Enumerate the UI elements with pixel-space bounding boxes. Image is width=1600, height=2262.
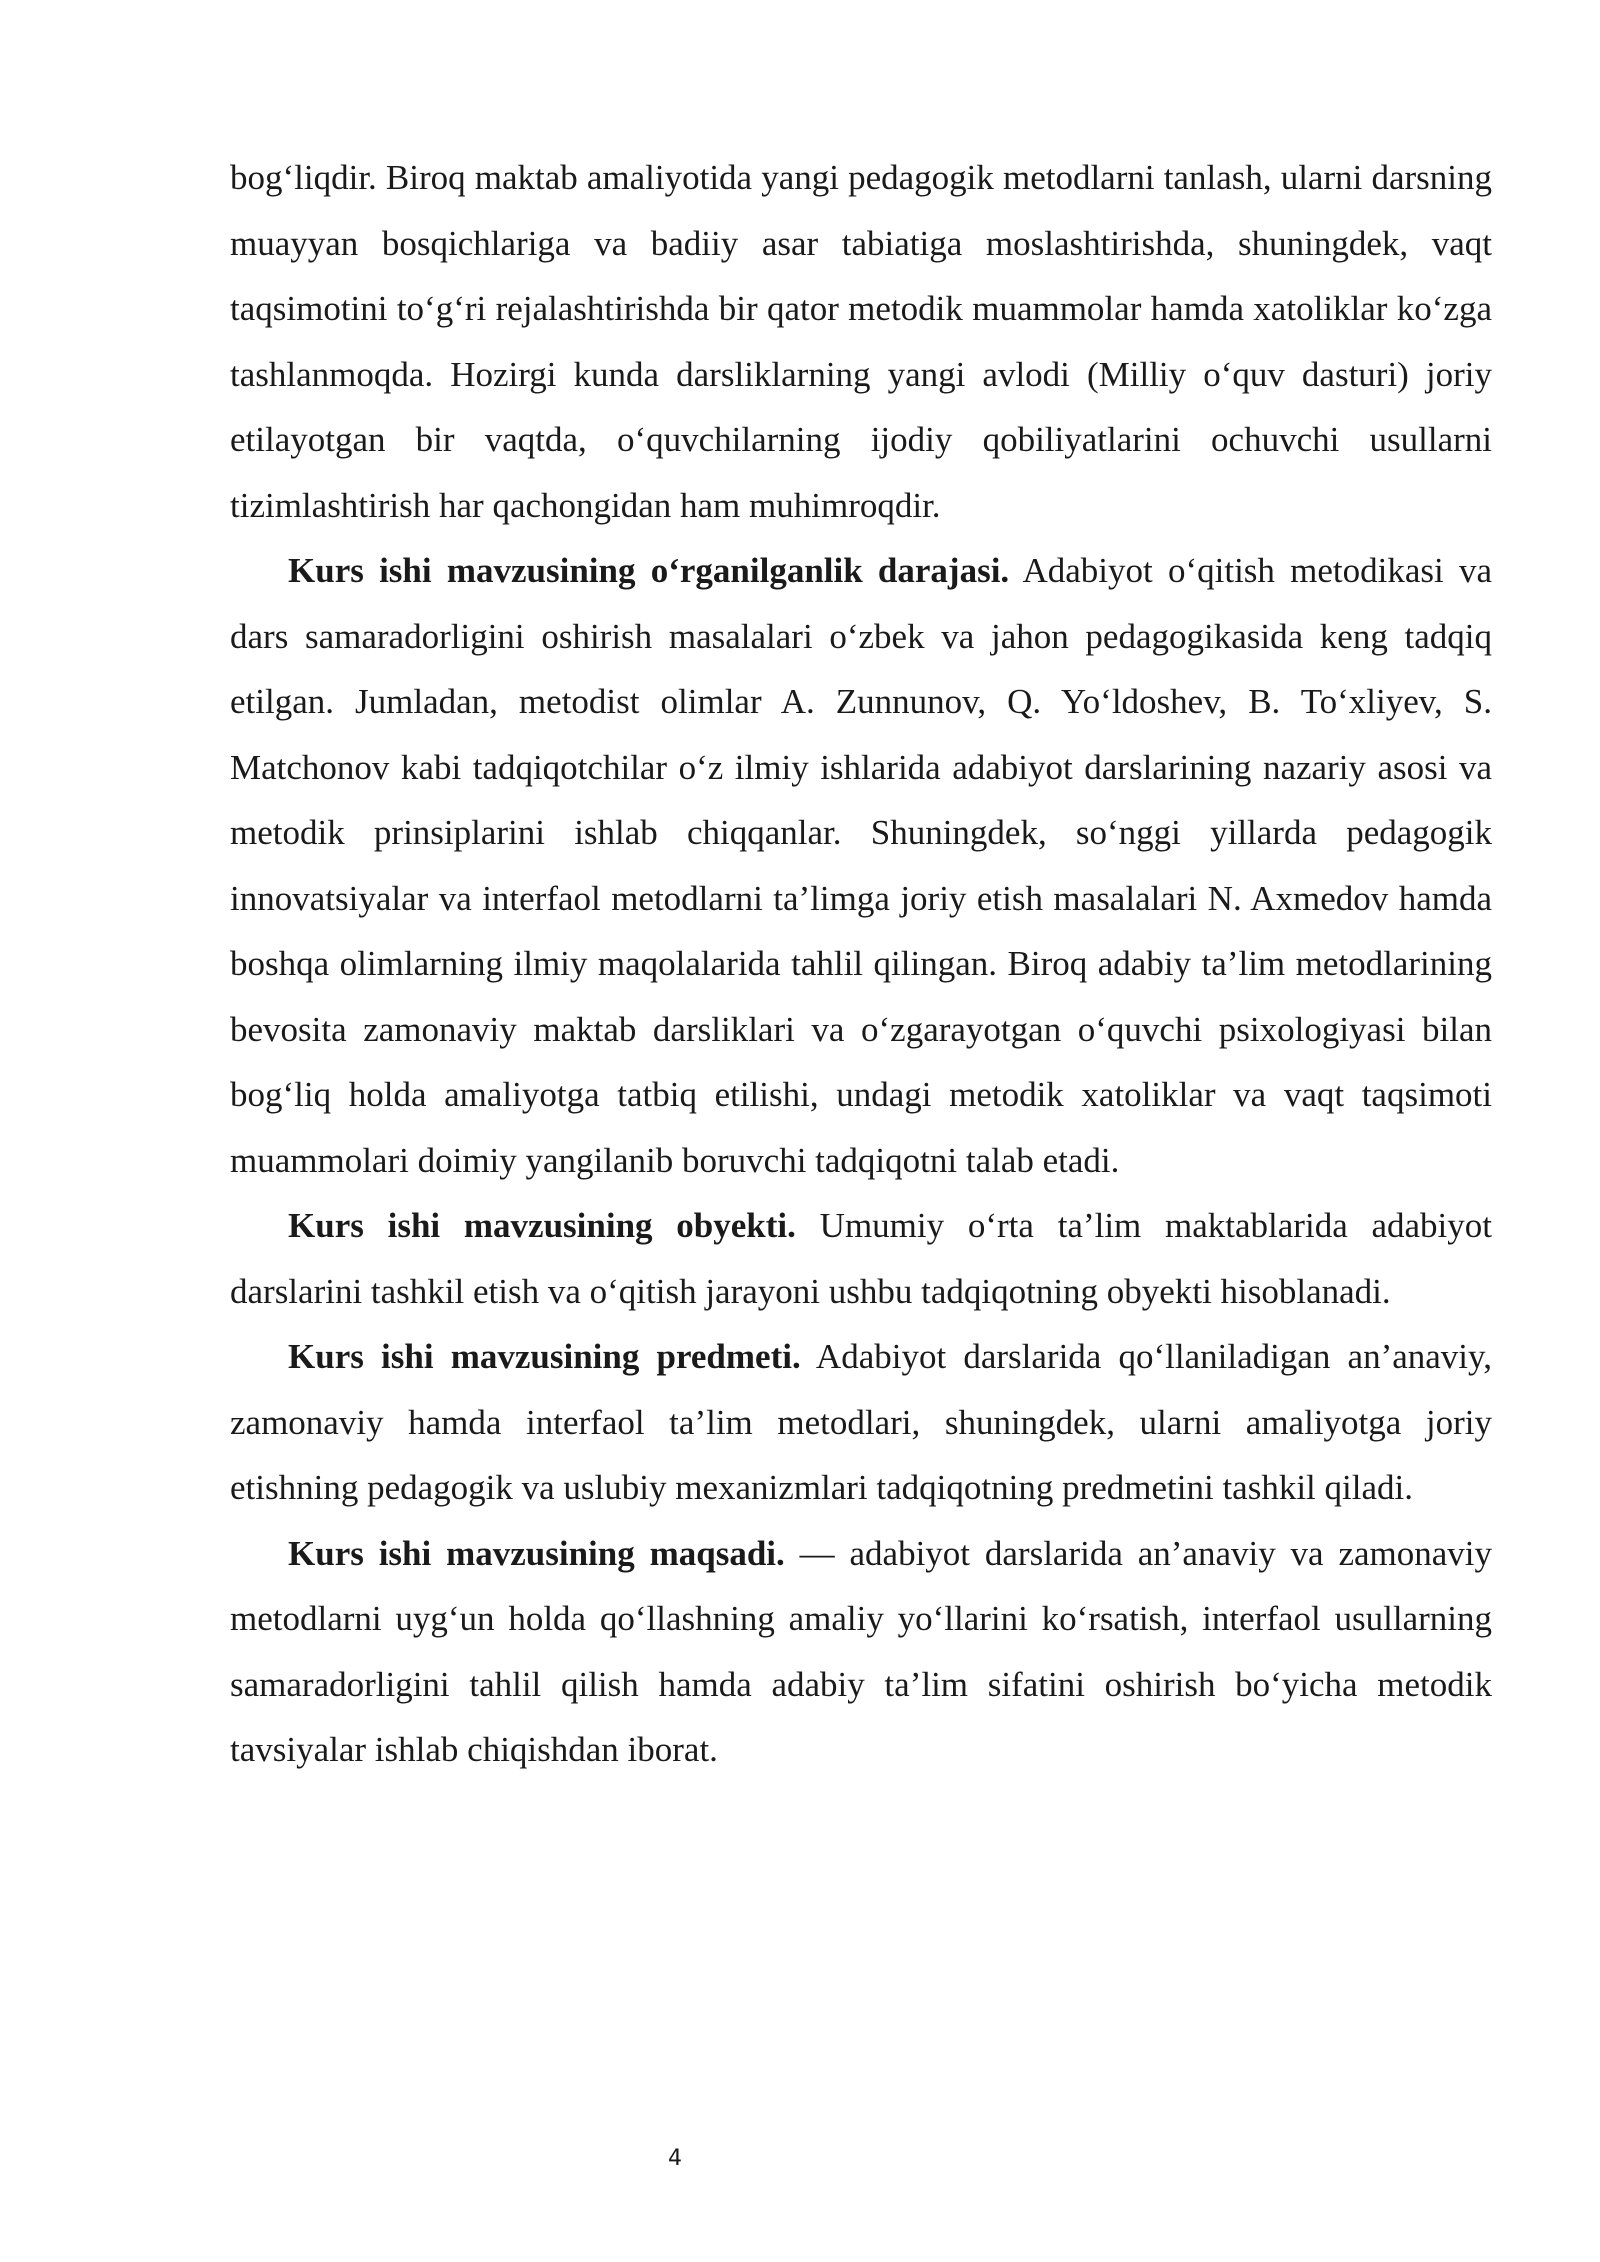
paragraph-text: bog‘liqdir. Biroq maktab amaliyotida yangi pedagogik metodlarni tanlash, ularni darsning muayyan bosqichlariga va badiiy asar tabiatiga moslashtirishda, shuningdek, vaqt taqsimotini to‘g‘ri rejalashtirishda bir qator metodik muammolar hamda xatoliklar ko‘zga tashlanmoqda. Hozirgi kunda darsliklarning yangi avlodi (Milliy o‘quv dasturi) joriy etilayotgan bir vaqtda, o‘quvchilarning ijodiy qobiliyatlarini ochuvchi usullarni tizimlashtirish har qachongidan ham muhimroqdir. bbox=[230, 158, 1492, 525]
paragraph-continuation bbox=[230, 145, 1492, 538]
paragraph-heading: Kurs ishi mavzusining o‘rganilganlik darajasi. bbox=[288, 551, 1010, 590]
paragraph-heading: Kurs ishi mavzusining maqsadi. bbox=[288, 1533, 785, 1573]
page-number: 4 bbox=[668, 2146, 682, 2171]
paragraph-goal bbox=[230, 1521, 1492, 1783]
paragraph-heading: Kurs ishi mavzusining obyekti. bbox=[288, 1206, 796, 1245]
paragraph-research-degree bbox=[230, 538, 1492, 1193]
paragraph-subject bbox=[230, 1324, 1492, 1521]
body-text bbox=[230, 145, 1492, 1783]
paragraph-text: Adabiyot o‘qitish metodikasi va dars samaradorligini oshirish masalalari o‘zbek va jahon pedagogikasida keng tadqiq etilgan. Jumladan, metodist olimlar A. Zunnunov, Q. Yo‘ldoshev, B. To‘xliyev, S. Matchonov kabi tadqiqotchilar o‘z ilmiy ishlarida adabiyot darslarining nazariy asosi va metodik prinsiplarini ishlab chiqqanlar. Shuningdek, so‘nggi yillarda pedagogik innovatsiyalar va interfaol metodlarni ta’limga joriy etish masalalari N. Axmedov hamda boshqa olimlarning ilmiy maqolalarida tahlil qilingan. Biroq adabiy ta’lim metodlarining bevosita zamonaviy maktab darsliklari va o‘zgarayotgan o‘quvchi psixologiyasi bilan bog‘liq holda amaliyotga tatbiq etilishi, undagi metodik xatoliklar va vaqt taqsimoti muammolari doimiy yangilanib boruvchi tadqiqotni talab etadi. bbox=[230, 551, 1492, 1180]
paragraph-object bbox=[230, 1193, 1492, 1324]
paragraph-text: Adabiyot darslarida qo‘llaniladigan an’anaviy, zamonaviy hamda interfaol ta’lim metodlari, shuningdek, ularni amaliyotga joriy etishning pedagogik va uslubiy mexanizmlari tadqiqotning predmetini tashkil qiladi. bbox=[230, 1337, 1492, 1507]
paragraph-text: — adabiyot darslarida an’anaviy va zamonaviy metodlarni uyg‘un holda qo‘llashning amaliy yo‘llarini ko‘rsatish, interfaol usullarning samaradorligini tahlil qilish hamda adabiy ta’lim sifatini oshirish bo‘yicha metodik tavsiyalar ishlab chiqishdan iborat. bbox=[230, 1533, 1493, 1769]
paragraph-text: Umumiy o‘rta ta’lim maktablarida adabiyot darslarini tashkil etish va o‘qitish jarayoni ushbu tadqiqotning obyekti hisoblanadi. bbox=[230, 1206, 1492, 1311]
paragraph-heading: Kurs ishi mavzusining predmeti. bbox=[288, 1337, 801, 1376]
